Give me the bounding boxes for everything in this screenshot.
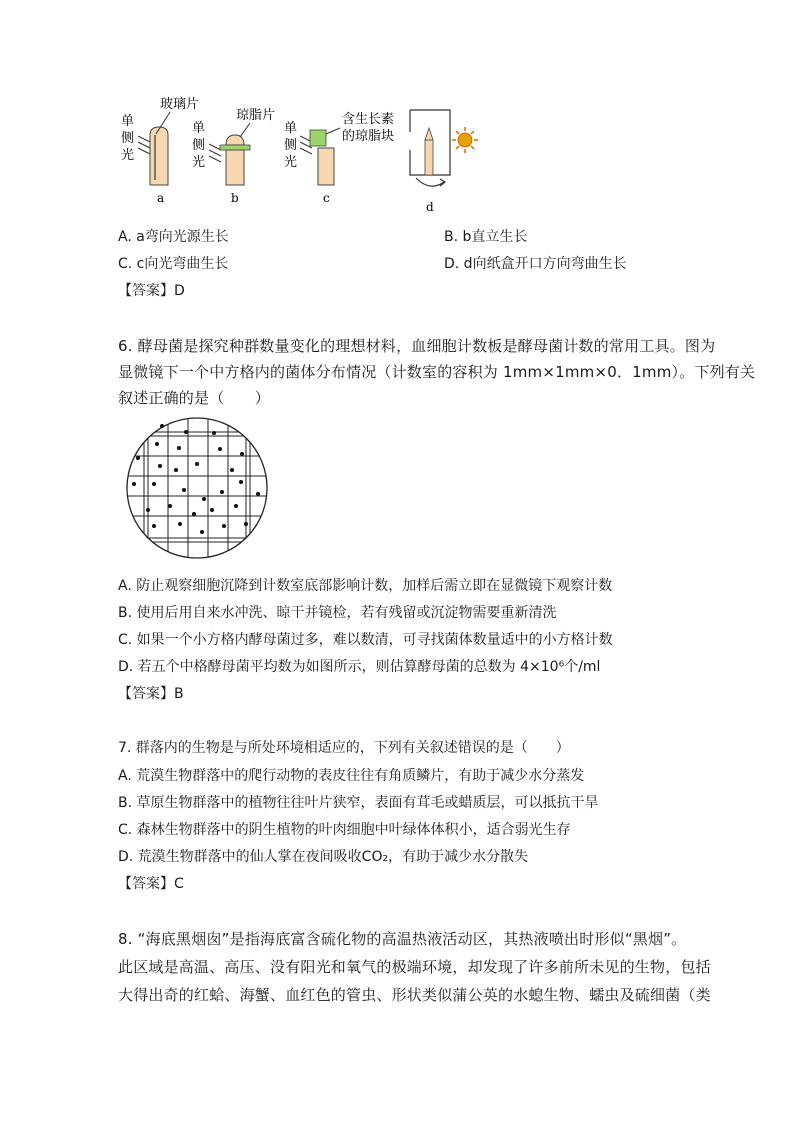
light-rays-a: [138, 136, 150, 154]
sun-icon: [452, 127, 478, 153]
seedling-b: [226, 150, 244, 185]
q7-option-d: D. 荒漠生物群落中的仙人掌在夜间吸收CO₂，有助于减少水分散失: [118, 849, 529, 865]
agar-plate-label: 琼脂片: [236, 108, 276, 123]
seedling-a: [150, 127, 168, 185]
q8-line-2: 此区域是高温、高压、没有阳光和氧气的极端环境，却发现了许多前所未见的生物，包括: [118, 958, 711, 976]
caption-c: c: [323, 191, 330, 205]
q7-option-b: B. 草原生物群落中的植物往往叶片狭窄，表面有茸毛或蜡质层，可以抵抗干旱: [118, 795, 599, 811]
rotation-arrow: [416, 178, 444, 186]
caption-d: d: [426, 200, 434, 214]
q7-stem: 7. 群落内的生物是与所处环境相适应的，下列有关叙述错误的是（ ）: [118, 740, 570, 756]
caption-a: a: [157, 191, 165, 205]
q6-option-c: C. 如果一个小方格内酵母菌过多，难以数清，可寻找菌体数量适中的小方格计数: [118, 632, 613, 648]
q7-option-c: C. 森林生物群落中的阴生植物的叶肉细胞中叶绿体体积小，适合弱光生存: [118, 822, 571, 838]
caption-b: b: [231, 191, 239, 205]
q6-stem-line-1: 6. 酵母菌是探究种群数量变化的理想材料，血细胞计数板是酵母菌计数的常用工具。图为: [118, 337, 716, 355]
q5-option-b: B. b直立生长: [444, 229, 528, 245]
light-label-c-1: 单: [284, 121, 298, 136]
light-label-a-2: 侧: [121, 131, 135, 146]
agar-plate-b: [220, 145, 250, 150]
auxin-label-1: 含生长素: [342, 112, 395, 127]
q6-option-d: D. 若五个中格酵母菌平均数为如图所示，则估算酵母菌的总数为 4×10⁶个/ml: [118, 659, 601, 675]
glass-plate-label: 玻璃片: [160, 97, 200, 112]
light-label-c-3: 光: [284, 155, 298, 170]
auxin-pointer: [326, 128, 340, 134]
agar-pointer: [240, 123, 250, 137]
seedling-d: [425, 140, 433, 175]
yeast-cells: [132, 424, 260, 534]
seedling-b-tip: [226, 135, 244, 145]
q6-answer: 【答案】B: [118, 686, 184, 702]
auxin-label-2: 的琼脂块: [342, 129, 395, 144]
auxin-agar-block: [310, 130, 326, 146]
light-label-b: [192, 121, 205, 170]
light-label-c: [284, 121, 297, 170]
light-label-c-2: 侧: [284, 138, 298, 153]
q5-option-d: D. d向纸盒开口方向弯曲生长: [444, 256, 627, 272]
light-label-b-1: 单: [192, 121, 206, 136]
q7-answer: 【答案】C: [118, 876, 184, 892]
plant-phototropism-figure: [110, 90, 510, 220]
seedling-c: [318, 148, 334, 185]
seedling-d-tip: [425, 128, 433, 140]
light-label-a-3: 光: [121, 148, 135, 163]
q6-stem-line-3: 叙述正确的是（ ）: [118, 389, 271, 407]
q7-option-a: A. 荒漠生物群落中的爬行动物的表皮往往有角质鳞片，有助于减少水分蒸发: [118, 768, 585, 784]
light-label-b-2: 侧: [192, 138, 206, 153]
light-label-a-1: 单: [121, 114, 135, 129]
q6-option-b: B. 使用后用自来水冲洗、晾干并镜检，若有残留或沉淀物需要重新清洗: [118, 605, 557, 621]
light-label-b-3: 光: [192, 155, 206, 170]
q5-answer: 【答案】D: [118, 283, 185, 299]
light-label-a: [121, 114, 134, 163]
light-rays-b: [209, 144, 221, 162]
q6-stem-line-2: 显微镜下一个中方格内的菌体分布情况（计数室的容积为 1mm×1mm×0．1mm）。下列有关: [118, 363, 756, 381]
q6-option-a: A. 防止观察细胞沉降到计数室底部影响计数，加样后需立即在显微镜下观察计数: [118, 578, 613, 594]
q5-option-a: A. a弯向光源生长: [118, 229, 229, 245]
q8-line-1: 8. “海底黑烟囱”是指海底富含硫化物的高温热液活动区，其热液喷出时形似“黑烟”。: [118, 930, 687, 948]
hemocytometer-grid-figure: [124, 414, 270, 562]
q8-line-3: 大得出奇的红蛤、海蟹、血红色的管虫、形状类似蒲公英的水螅生物、蠕虫及硫细菌（类: [118, 986, 711, 1004]
q5-option-c: C. c向光弯曲生长: [118, 256, 229, 272]
